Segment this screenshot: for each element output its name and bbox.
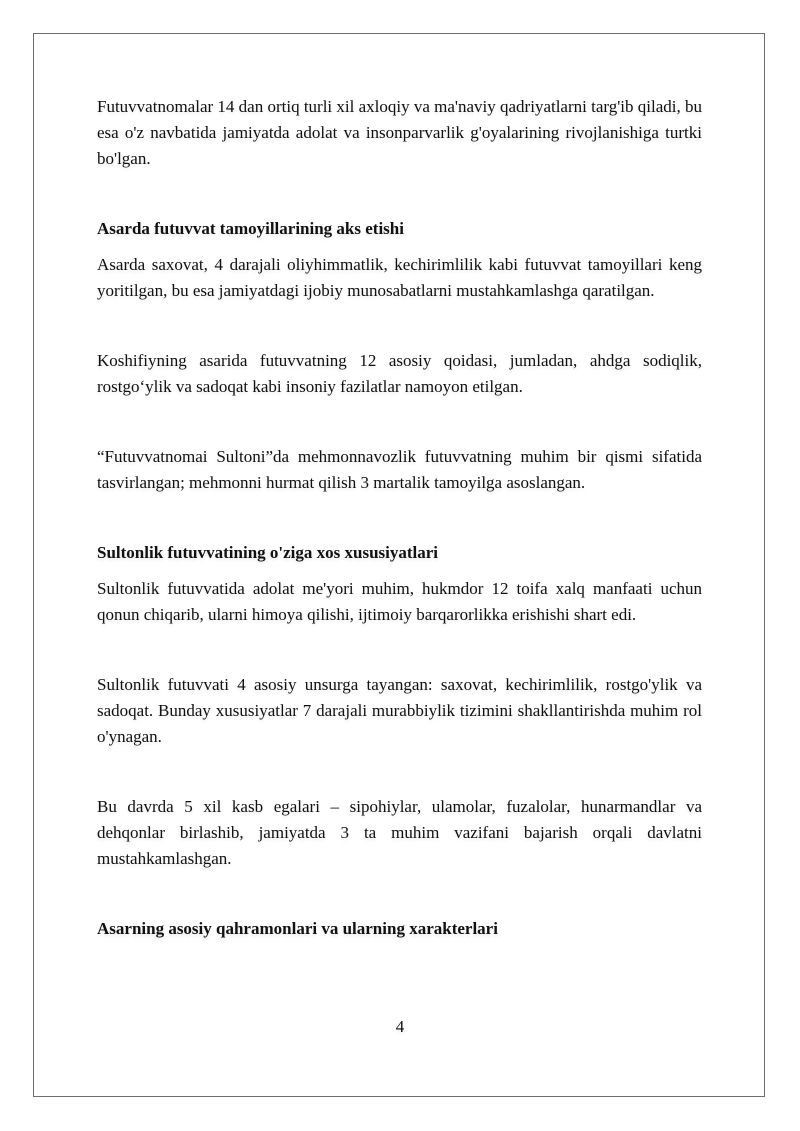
spacer [97, 566, 702, 576]
paragraph-generosity-principles: Asarda saxovat, 4 darajali oliyhimmatlik, kechirimlilik kabi futuvvat tamoyillari keng yoritilgan, bu esa jamiyatdagi ijobiy munosabatlarni mustahkamlashga qaratilgan. [97, 255, 702, 300]
heading-sultanic-futuvvat: Sultonlik futuvvatining o'ziga xos xususiyatlari [97, 543, 439, 562]
paragraph-five-professions: Bu davrda 5 xil kasb egalari – sipohiylar, ulamolar, fuzalolar, hunarmandlar va dehqonlar birlashib, jamiyatda 3 ta muhim vazifani bajarish orqali davlatni mustahkamlashgan. [97, 797, 702, 868]
spacer [97, 242, 702, 252]
heading-main-characters: Asarning asosiy qahramonlari va ularning xarakterlari [97, 919, 498, 938]
spacer [97, 172, 702, 216]
spacer [97, 304, 702, 348]
page-number: 4 [395, 1017, 405, 1036]
spacer [97, 872, 702, 916]
spacer [97, 400, 702, 444]
paragraph-futuvvatnomalar-values: Futuvvatnomalar 14 dan ortiq turli xil axloqiy va ma'naviy qadriyatlarni targ'ib qiladi, bu esa o'z navbatida jamiyatda adolat va insonparvarlik g'oyalarining rivojlanishiga turtki bo'lgan. [97, 97, 702, 168]
paragraph-four-elements: Sultonlik futuvvati 4 asosiy unsurga tayangan: saxovat, kechirimlilik, rostgo'ylik va sadoqat. Bunday xususiyatlar 7 darajali murabbiylik tizimini shakllantirishda muhim rol o'ynagan. [97, 675, 702, 746]
paragraph-koshifiy-rules: Koshifiyning asarida futuvvatning 12 asosiy qoidasi, jumladan, ahdga sodiqlik, rostgo‘ylik va sadoqat kabi insoniy fazilatlar namoyon etilgan. [97, 351, 702, 396]
paragraph-justice-norm: Sultonlik futuvvatida adolat me'yori muhim, hukmdor 12 toifa xalq manfaati uchun qonun chiqarib, ularni himoya qilishi, ijtimoiy barqarorlikka erishishi shart edi. [97, 579, 702, 624]
paragraph-hospitality: “Futuvvatnomai Sultoni”da mehmonnavozlik futuvvatning muhim bir qismi sifatida tasvirlangan; mehmonni hurmat qilish 3 martalik tamoyilga asoslangan. [97, 447, 702, 492]
spacer [97, 496, 702, 540]
spacer [97, 750, 702, 794]
heading-futuvvat-principles: Asarda futuvvat tamoyillarining aks etishi [97, 219, 404, 238]
page-content [97, 94, 702, 942]
spacer [97, 628, 702, 672]
